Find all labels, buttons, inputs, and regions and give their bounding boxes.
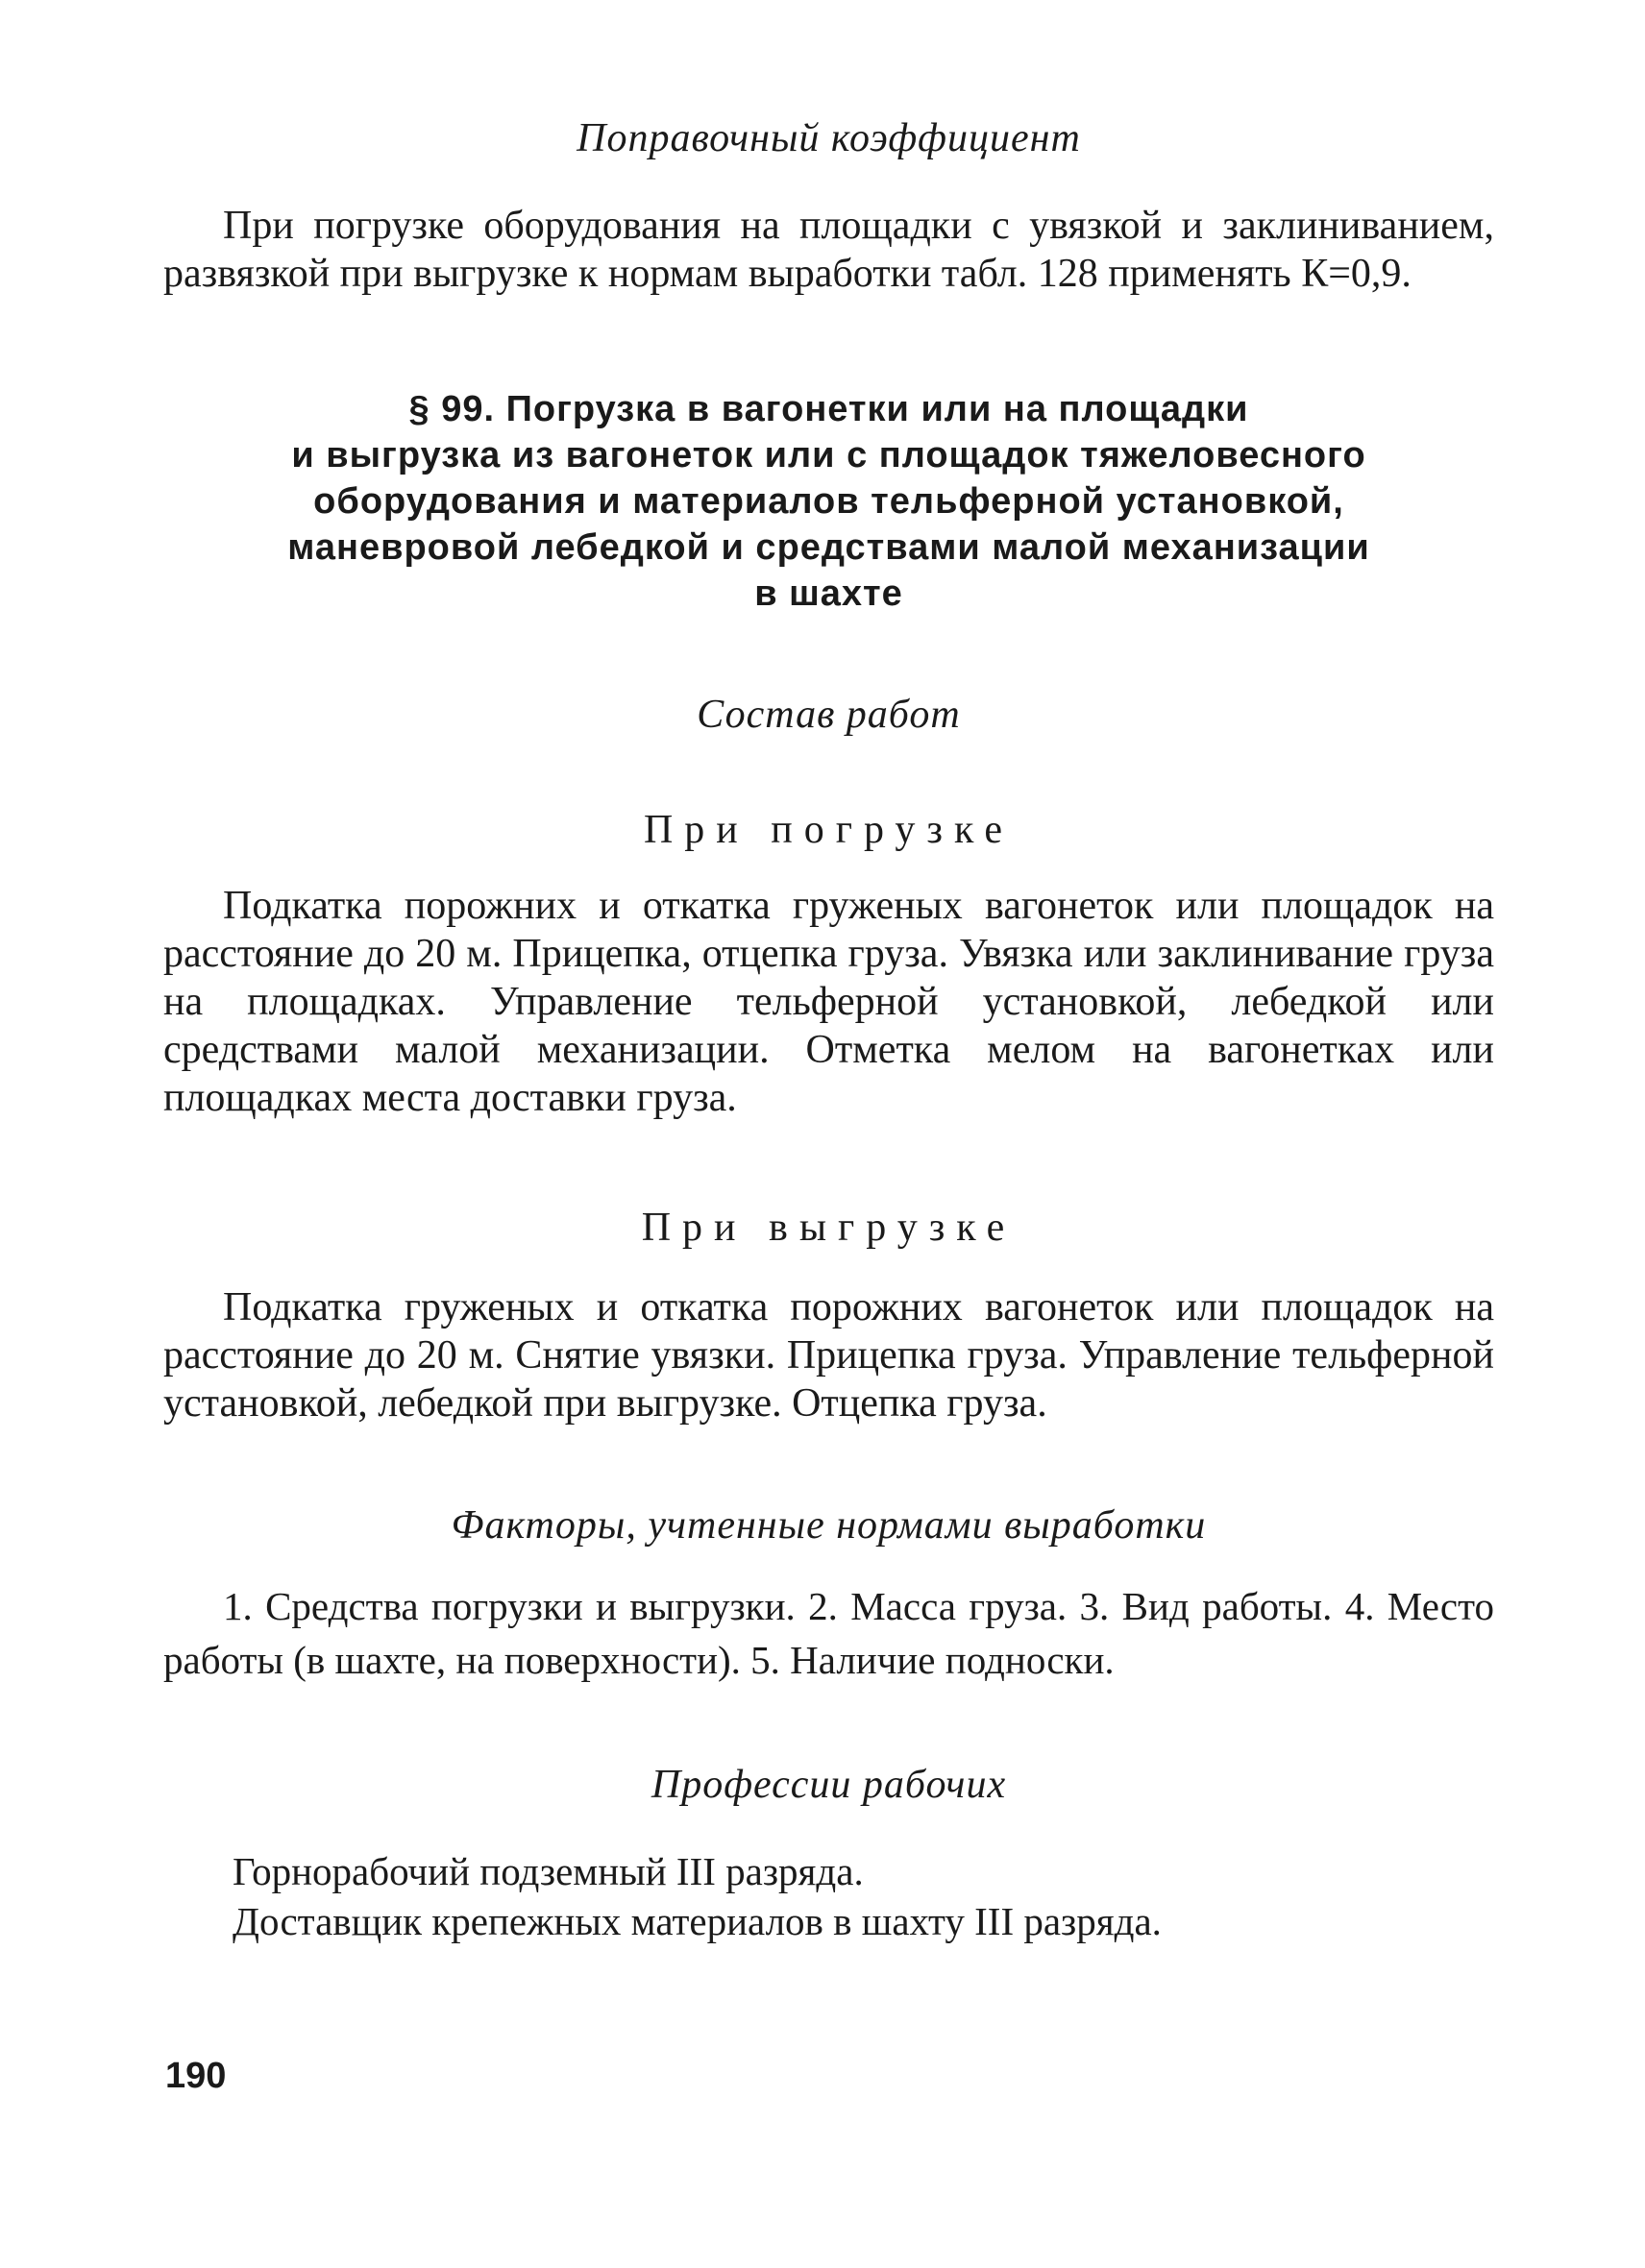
loading-paragraph: Подкатка порожних и откатка груженых вагонеток или площадок на расстояние до 20 м. Прицепка, отцепка груза. Увязка или заклинивание груза на площадках. Управление тельферной установкой, лебедкой или средствами малой механизации. Отметка мелом на вагонетках или площадках места доставки груза.: [163, 884, 1494, 1120]
document-page: [163, 115, 1494, 1946]
professions-list: [163, 1846, 1494, 1946]
unloading-paragraph: Подкатка груженых и откатка порожних вагонеток или площадок на расстояние до 20 м. Снятие увязки. Прицепка груза. Управление тельферной установкой, лебедкой при выгрузке. Отцепка груза.: [163, 1285, 1494, 1426]
composition-heading: Состав работ: [697, 693, 961, 737]
section-title-line: маневровой лебедкой и средствами малой механизации: [287, 527, 1370, 568]
section-title-line: оборудования и материалов тельферной установкой,: [313, 481, 1344, 522]
profession-item: Доставщик крепежных материалов в шахту III разряда.: [233, 1899, 1162, 1943]
factors-paragraph: 1. Средства погрузки и выгрузки. 2. Масса груза. 3. Вид работы. 4. Место работы (в шахте, на поверхности). 5. Наличие подноски.: [163, 1584, 1494, 1682]
page-number: 190: [165, 2056, 227, 2096]
unloading-heading: При выгрузке: [641, 1206, 1017, 1250]
section-title-line: и выгрузка из вагонеток или с площадок тяжеловесного: [291, 435, 1366, 476]
section-title-line: в шахте: [754, 573, 903, 614]
loading-heading: При погрузке: [643, 808, 1015, 852]
professions-heading: Профессии рабочих: [651, 1763, 1007, 1807]
profession-item: Горнорабочий подземный III разряда.: [233, 1849, 864, 1893]
factors-heading: Факторы, учтенные нормами выработки: [451, 1503, 1207, 1548]
correction-paragraph: При погрузке оборудования на площадки с увязкой и заклиниванием, развязкой при выгрузке к нормам выработки табл. 128 применять К=0,9.: [163, 204, 1494, 296]
section-title-line: § 99. Погрузка в вагонетки или на площадки: [408, 389, 1249, 429]
correction-heading: Поправочный коэффициент: [577, 116, 1081, 160]
section-title: [163, 386, 1494, 617]
